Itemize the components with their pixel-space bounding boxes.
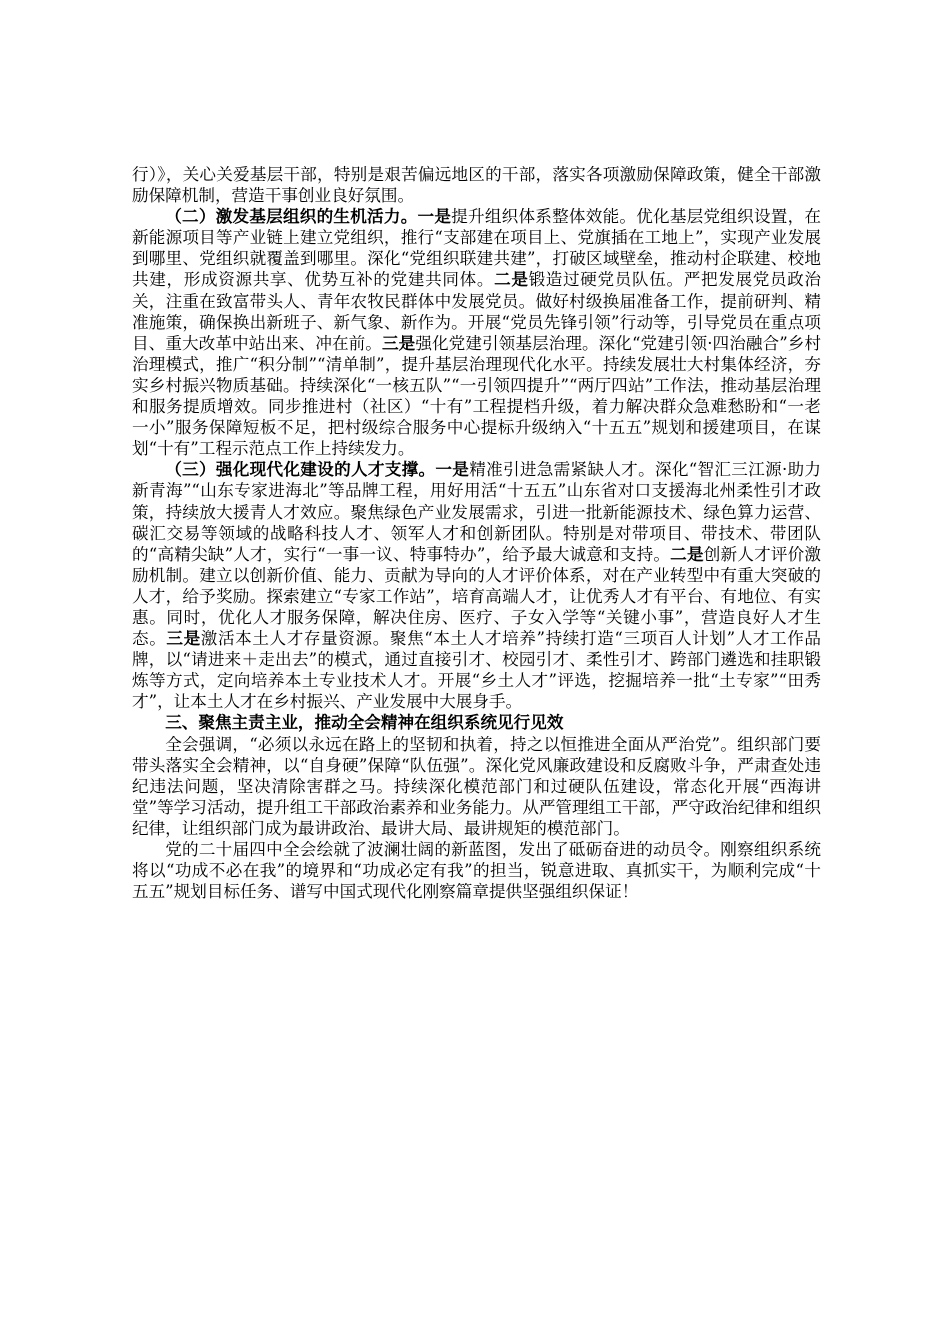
point-marker-three: 三是: [381, 332, 416, 353]
subheading-grassroots-organization: （二）激发基层组织的生机活力。: [165, 206, 418, 227]
section-heading-three: 三、聚焦主责主业，推动全会精神在组织系统见行见效: [165, 712, 564, 733]
point-text-one: 提升组织体系整体效能。优化基层党组织设置，在新能源项目等产业链上建立党组织，推行“支部建在项目上、党旗插在工地上”，实现产业发展到哪里、党组织就覆盖到哪里。深化“党组织联建共建”，打破区域壁垒，推动村企联建、校地共建，形成资源共享、优势互补的党建共同体。: [132, 207, 822, 290]
subheading-talent-support: （三）强化现代化建设的人才支撑。: [165, 459, 436, 480]
paragraph-continuation: 行）》，关心关爱基层干部，特别是艰苦偏远地区的干部，落实各项激励保障政策，健全干部激励保障机制，营造干事创业良好氛围。: [132, 165, 821, 206]
point-marker-one: 一是: [417, 206, 452, 227]
point-text-three: 激活本土人才存量资源。聚焦“本土人才培养”持续打造“三项百人计划”人才工作品牌，以“请进来＋走出去”的模式，通过直接引才、校园引才、柔性引才、跨部门遴选和挂职锻炼等方式，定向培养本土专业技术人才。开展“乡土人才”评选，挖掘培养一批“土专家”“田秀才”，让本土人才在乡村振兴、产业发展中大展身手。: [132, 629, 822, 712]
point-text-two: 创新人才评价激励机制。建立以创新价值、能力、贡献为导向的人才评价体系，对在产业转型中有重大突破的人才，给予奖励。探索建立“专家工作站”，培育高端人才，让优秀人才有平台、有地位、有实惠。同时，优化人才服务保障，解决住房、医疗、子女入学等“关键小事”，营造良好人才生态。: [132, 544, 822, 649]
paragraph-grassroots-organization: [132, 206, 821, 459]
point-text-two: 锻造过硬党员队伍。严把发展党员政治关，注重在致富带头人、青年农牧民群体中发展党员。做好村级换届准备工作，提前研判、精准施策，确保换出新班子、新气象、新作为。开展“党员先锋引领”行动等，引导党员在重点项目、重大改革中站出来、冲在前。: [132, 270, 822, 353]
point-text-one: 精准引进急需紧缺人才。深化“智汇三江源·助力新青海”“山东专家进海北”等品牌工程，用好用活“十五五”山东省对口支援海北州柔性引才政策，持续放大援青人才效应。聚焦绿色产业发展需求，引进一批新能源技术、绿色算力运营、碳汇交易等领域的战略科技人才、领军人才和创新团队。特别是对带项目、带技术、带团队的“高精尖缺”人才，实行“一事一议、特事特办”，给予最大诚意和支持。: [132, 460, 822, 564]
point-marker-two: 二是: [494, 269, 529, 290]
point-marker-one: 一是: [435, 459, 470, 480]
point-marker-three: 三是: [166, 628, 201, 649]
paragraph-conclusion: 党的二十届四中全会绘就了波澜壮阔的新蓝图，发出了砥砺奋进的动员令。刚察组织系统将以“功成不必在我”的境界和“功成必定有我”的担当，锐意进取、真抓实干，为顺利完成“十五五”规划目标任务、谱写中国式现代化刚察篇章提供坚强组织保证！: [132, 840, 821, 902]
point-text-three: 强化党建引领基层治理。深化“党建引领·四治融合”乡村治理模式，推广“积分制”“清单制”，提升基层治理现代化水平。持续发展壮大村集体经济，夯实乡村振兴物质基础。持续深化“一核五队”“一引领四提升”“两厅四站”工作法，推动基层治理和服务提质增效。同步推进村（社区）“十有”工程提档升级，着力解决群众急难愁盼和“一老一小”服务保障短板不足，把村级综合服务中心提标升级纳入“十五五”规划和援建项目，在谋划“十有”工程示范点工作上持续发力。: [132, 333, 822, 459]
point-marker-two: 二是: [670, 543, 704, 564]
paragraph-strict-governance: 全会强调，“必须以永远在路上的坚韧和执着，持之以恒推进全面从严治党”。组织部门要带头落实全会精神，以“自身硬”保障“队伍强”。深化党风廉政建设和反腐败斗争，严肃查处违纪违法问题，坚决清除害群之马。持续深化模范部门和过硬队伍建设，常态化开展“西海讲堂”等学习活动，提升组工干部政治素养和业务能力。从严管理组工干部，严守政治纪律和组织纪律，让组织部门成为最讲政治、最讲大局、最讲规矩的模范部门。: [132, 734, 821, 838]
document-body: [132, 164, 821, 902]
paragraph-talent-support: [132, 459, 821, 712]
